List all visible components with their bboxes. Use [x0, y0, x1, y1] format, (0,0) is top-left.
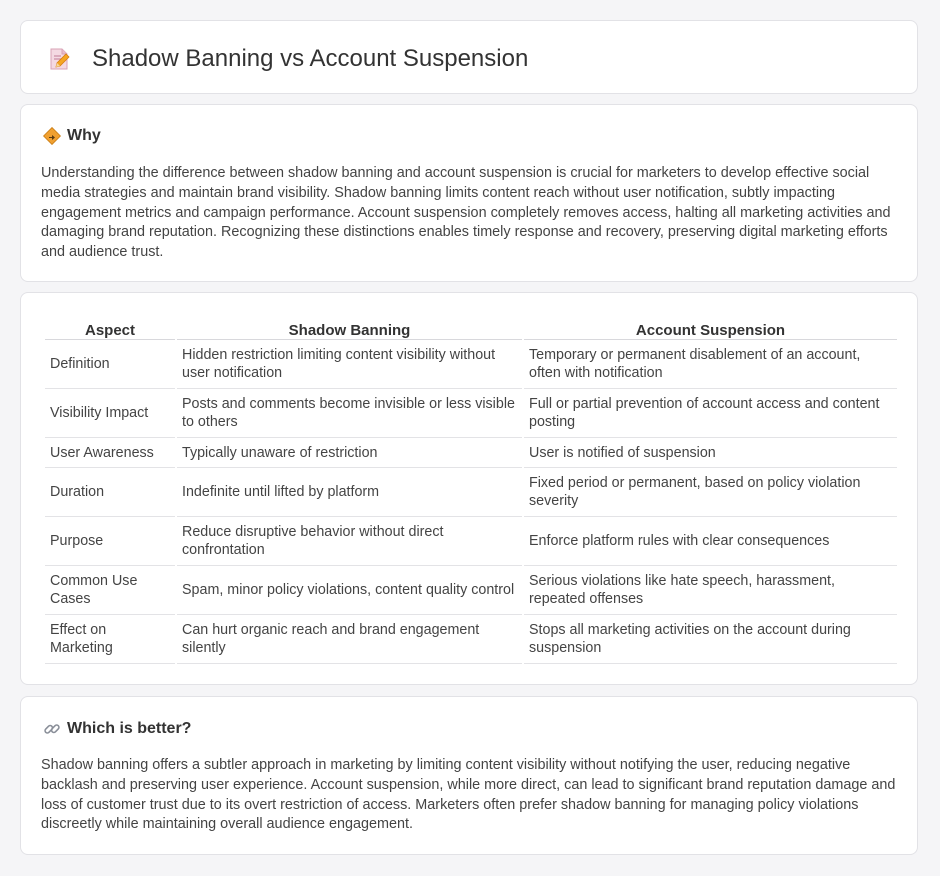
cell-shadow-banning: Typically unaware of restriction	[177, 438, 522, 468]
cell-shadow-banning: Hidden restriction limiting content visibility without user notification	[177, 340, 522, 389]
why-section	[20, 104, 918, 282]
cell-shadow-banning: Spam, minor policy violations, content quality control	[177, 566, 522, 615]
cell-account-suspension: Full or partial prevention of account access and content posting	[524, 389, 897, 438]
cell-account-suspension: Fixed period or permanent, based on policy violation severity	[524, 468, 897, 517]
table-row	[45, 340, 897, 389]
table-row	[45, 566, 897, 615]
table-row	[45, 517, 897, 566]
page-title: Shadow Banning vs Account Suspension	[92, 45, 529, 72]
cell-aspect: Effect on Marketing	[45, 615, 175, 664]
diamond-sign-icon	[43, 127, 61, 145]
cell-account-suspension: Serious violations like hate speech, harassment, repeated offenses	[524, 566, 897, 615]
table-row	[45, 468, 897, 517]
why-heading: Why	[67, 127, 101, 144]
why-text: Understanding the difference between shadow banning and account suspension is crucial for marketers to develop effective social media strategies and maintain brand visibility. Shadow banning limits content reach without user notification, subtly impacting engagement metrics and campaign performance. Account suspension completely removes access, halting all marketing activities and damaging brand reputation. Recognizing these distinctions enables timely response and recovery, preserving digital marketing efforts and audience trust.	[41, 165, 891, 261]
header-aspect: Aspect	[45, 315, 175, 340]
which-is-better-heading: Which is better?	[67, 720, 192, 737]
title-card	[20, 20, 918, 94]
table-header-row	[45, 315, 897, 340]
document-pencil-icon	[47, 47, 71, 71]
link-icon	[43, 720, 61, 738]
cell-shadow-banning: Posts and comments become invisible or less visible to others	[177, 389, 522, 438]
cell-aspect: Common Use Cases	[45, 566, 175, 615]
which-is-better-text: Shadow banning offers a subtler approach in marketing by limiting content visibility without notifying the user, reducing negative backlash and preserving user experience. Account suspension, while more direct, can lead to significant brand reputation damage and loss of customer trust due to its overt restriction of access. Marketers often prefer shadow banning for managing policy violations discreetly while maintaining overall audience engagement.	[41, 757, 896, 833]
table-row	[45, 389, 897, 438]
header-account-suspension: Account Suspension	[524, 315, 897, 340]
cell-shadow-banning: Can hurt organic reach and brand engagement silently	[177, 615, 522, 664]
which-is-better-section	[20, 696, 918, 855]
cell-aspect: Purpose	[45, 517, 175, 566]
table-row	[45, 615, 897, 664]
cell-shadow-banning: Reduce disruptive behavior without direct confrontation	[177, 517, 522, 566]
cell-account-suspension: Temporary or permanent disablement of an account, often with notification	[524, 340, 897, 389]
header-shadow-banning: Shadow Banning	[177, 315, 522, 340]
table-row	[45, 438, 897, 468]
cell-aspect: User Awareness	[45, 438, 175, 468]
cell-account-suspension: User is notified of suspension	[524, 438, 897, 468]
cell-shadow-banning: Indefinite until lifted by platform	[177, 468, 522, 517]
comparison-table	[43, 315, 899, 664]
cell-account-suspension: Stops all marketing activities on the account during suspension	[524, 615, 897, 664]
cell-account-suspension: Enforce platform rules with clear consequences	[524, 517, 897, 566]
cell-aspect: Visibility Impact	[45, 389, 175, 438]
cell-aspect: Definition	[45, 340, 175, 389]
cell-aspect: Duration	[45, 468, 175, 517]
comparison-card	[20, 292, 918, 685]
